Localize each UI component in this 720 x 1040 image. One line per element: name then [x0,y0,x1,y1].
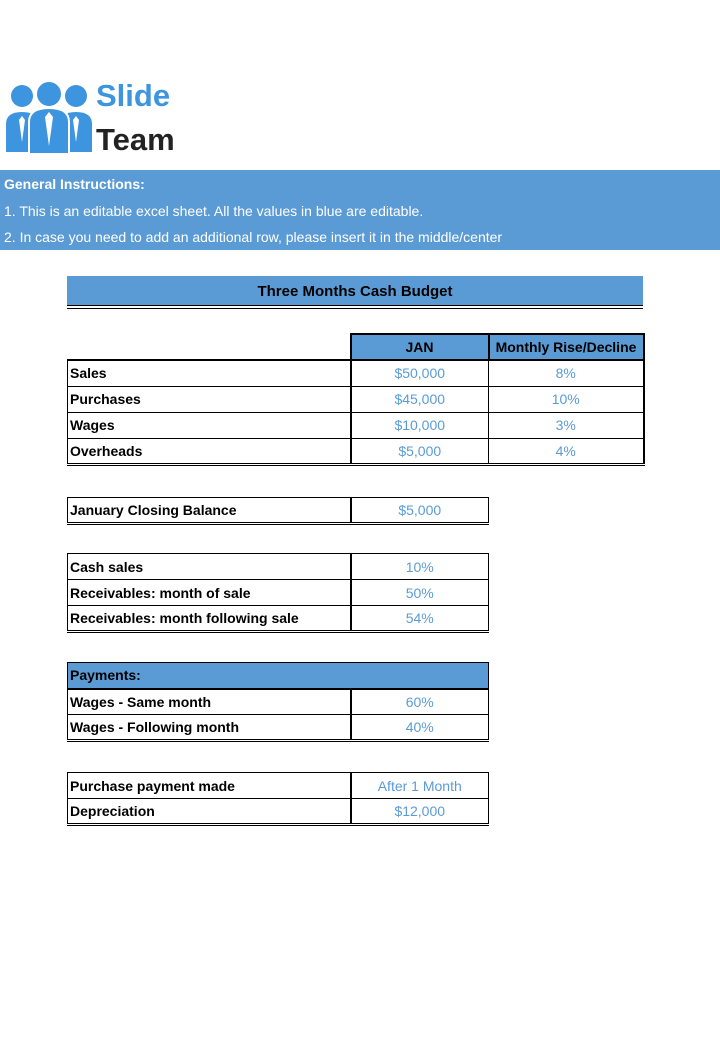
table-row [68,580,489,606]
payments-heading-row [68,663,489,689]
table-row [68,438,644,464]
row-label: Wages - Following month [68,715,351,741]
closing-balance-table [67,497,489,525]
row-label: Sales [68,360,351,386]
row-label: Receivables: month of sale [68,580,351,606]
table-row [68,498,489,524]
title-underline [67,308,643,309]
row-label: Purchase payment made [68,773,351,799]
row-label: Wages [68,412,351,438]
receipts-table [67,553,489,633]
rise-value-cell[interactable]: 4% [489,438,644,464]
table-row [68,606,489,632]
closing-balance-label: January Closing Balance [68,498,351,524]
header-monthly-rise: Monthly Rise/Decline [489,334,644,360]
logo-text-team: Team [96,122,175,157]
value-cell[interactable]: 54% [351,606,489,632]
jan-value-cell[interactable]: $10,000 [351,412,489,438]
rise-value-cell[interactable]: 10% [489,386,644,412]
table-row [68,773,489,799]
rise-value-cell[interactable]: 8% [489,360,644,386]
value-cell[interactable]: 50% [351,580,489,606]
jan-value-cell[interactable]: $50,000 [351,360,489,386]
table-row [68,386,644,412]
value-cell[interactable]: 60% [351,689,489,715]
row-label: Cash sales [68,554,351,580]
table-row [68,689,489,715]
table-row [68,554,489,580]
instructions-line-1: 1. This is an editable excel sheet. All the values in blue are editable. [4,202,424,219]
jan-value-cell[interactable]: $5,000 [351,438,489,464]
table-row [68,412,644,438]
rise-value-cell[interactable]: 3% [489,412,644,438]
header-jan: JAN [351,334,489,360]
budget-header-row [68,334,644,360]
closing-balance-value[interactable]: $5,000 [351,498,489,524]
instructions-banner [0,170,720,250]
row-label: Wages - Same month [68,689,351,715]
row-label: Depreciation [68,799,351,825]
logo-text-slide: Slide [96,78,171,113]
value-cell[interactable]: 10% [351,554,489,580]
row-label: Overheads [68,438,351,464]
header-blank-cell [68,334,351,360]
budget-title: Three Months Cash Budget [67,276,643,306]
payments-heading: Payments: [68,663,489,689]
budget-table [67,333,645,466]
table-row [68,360,644,386]
payments-table [67,662,489,742]
table-row [68,715,489,741]
row-label: Receivables: month following sale [68,606,351,632]
other-table [67,772,489,826]
value-cell[interactable]: 40% [351,715,489,741]
table-row [68,799,489,825]
instructions-heading: General Instructions: [4,176,145,192]
jan-value-cell[interactable]: $45,000 [351,386,489,412]
row-label: Purchases [68,386,351,412]
instructions-line-2: 2. In case you need to add an additional row, please insert it in the middle/center [4,229,503,246]
value-cell[interactable]: $12,000 [351,799,489,825]
people-icon [4,74,96,158]
value-cell[interactable]: After 1 Month [351,773,489,799]
